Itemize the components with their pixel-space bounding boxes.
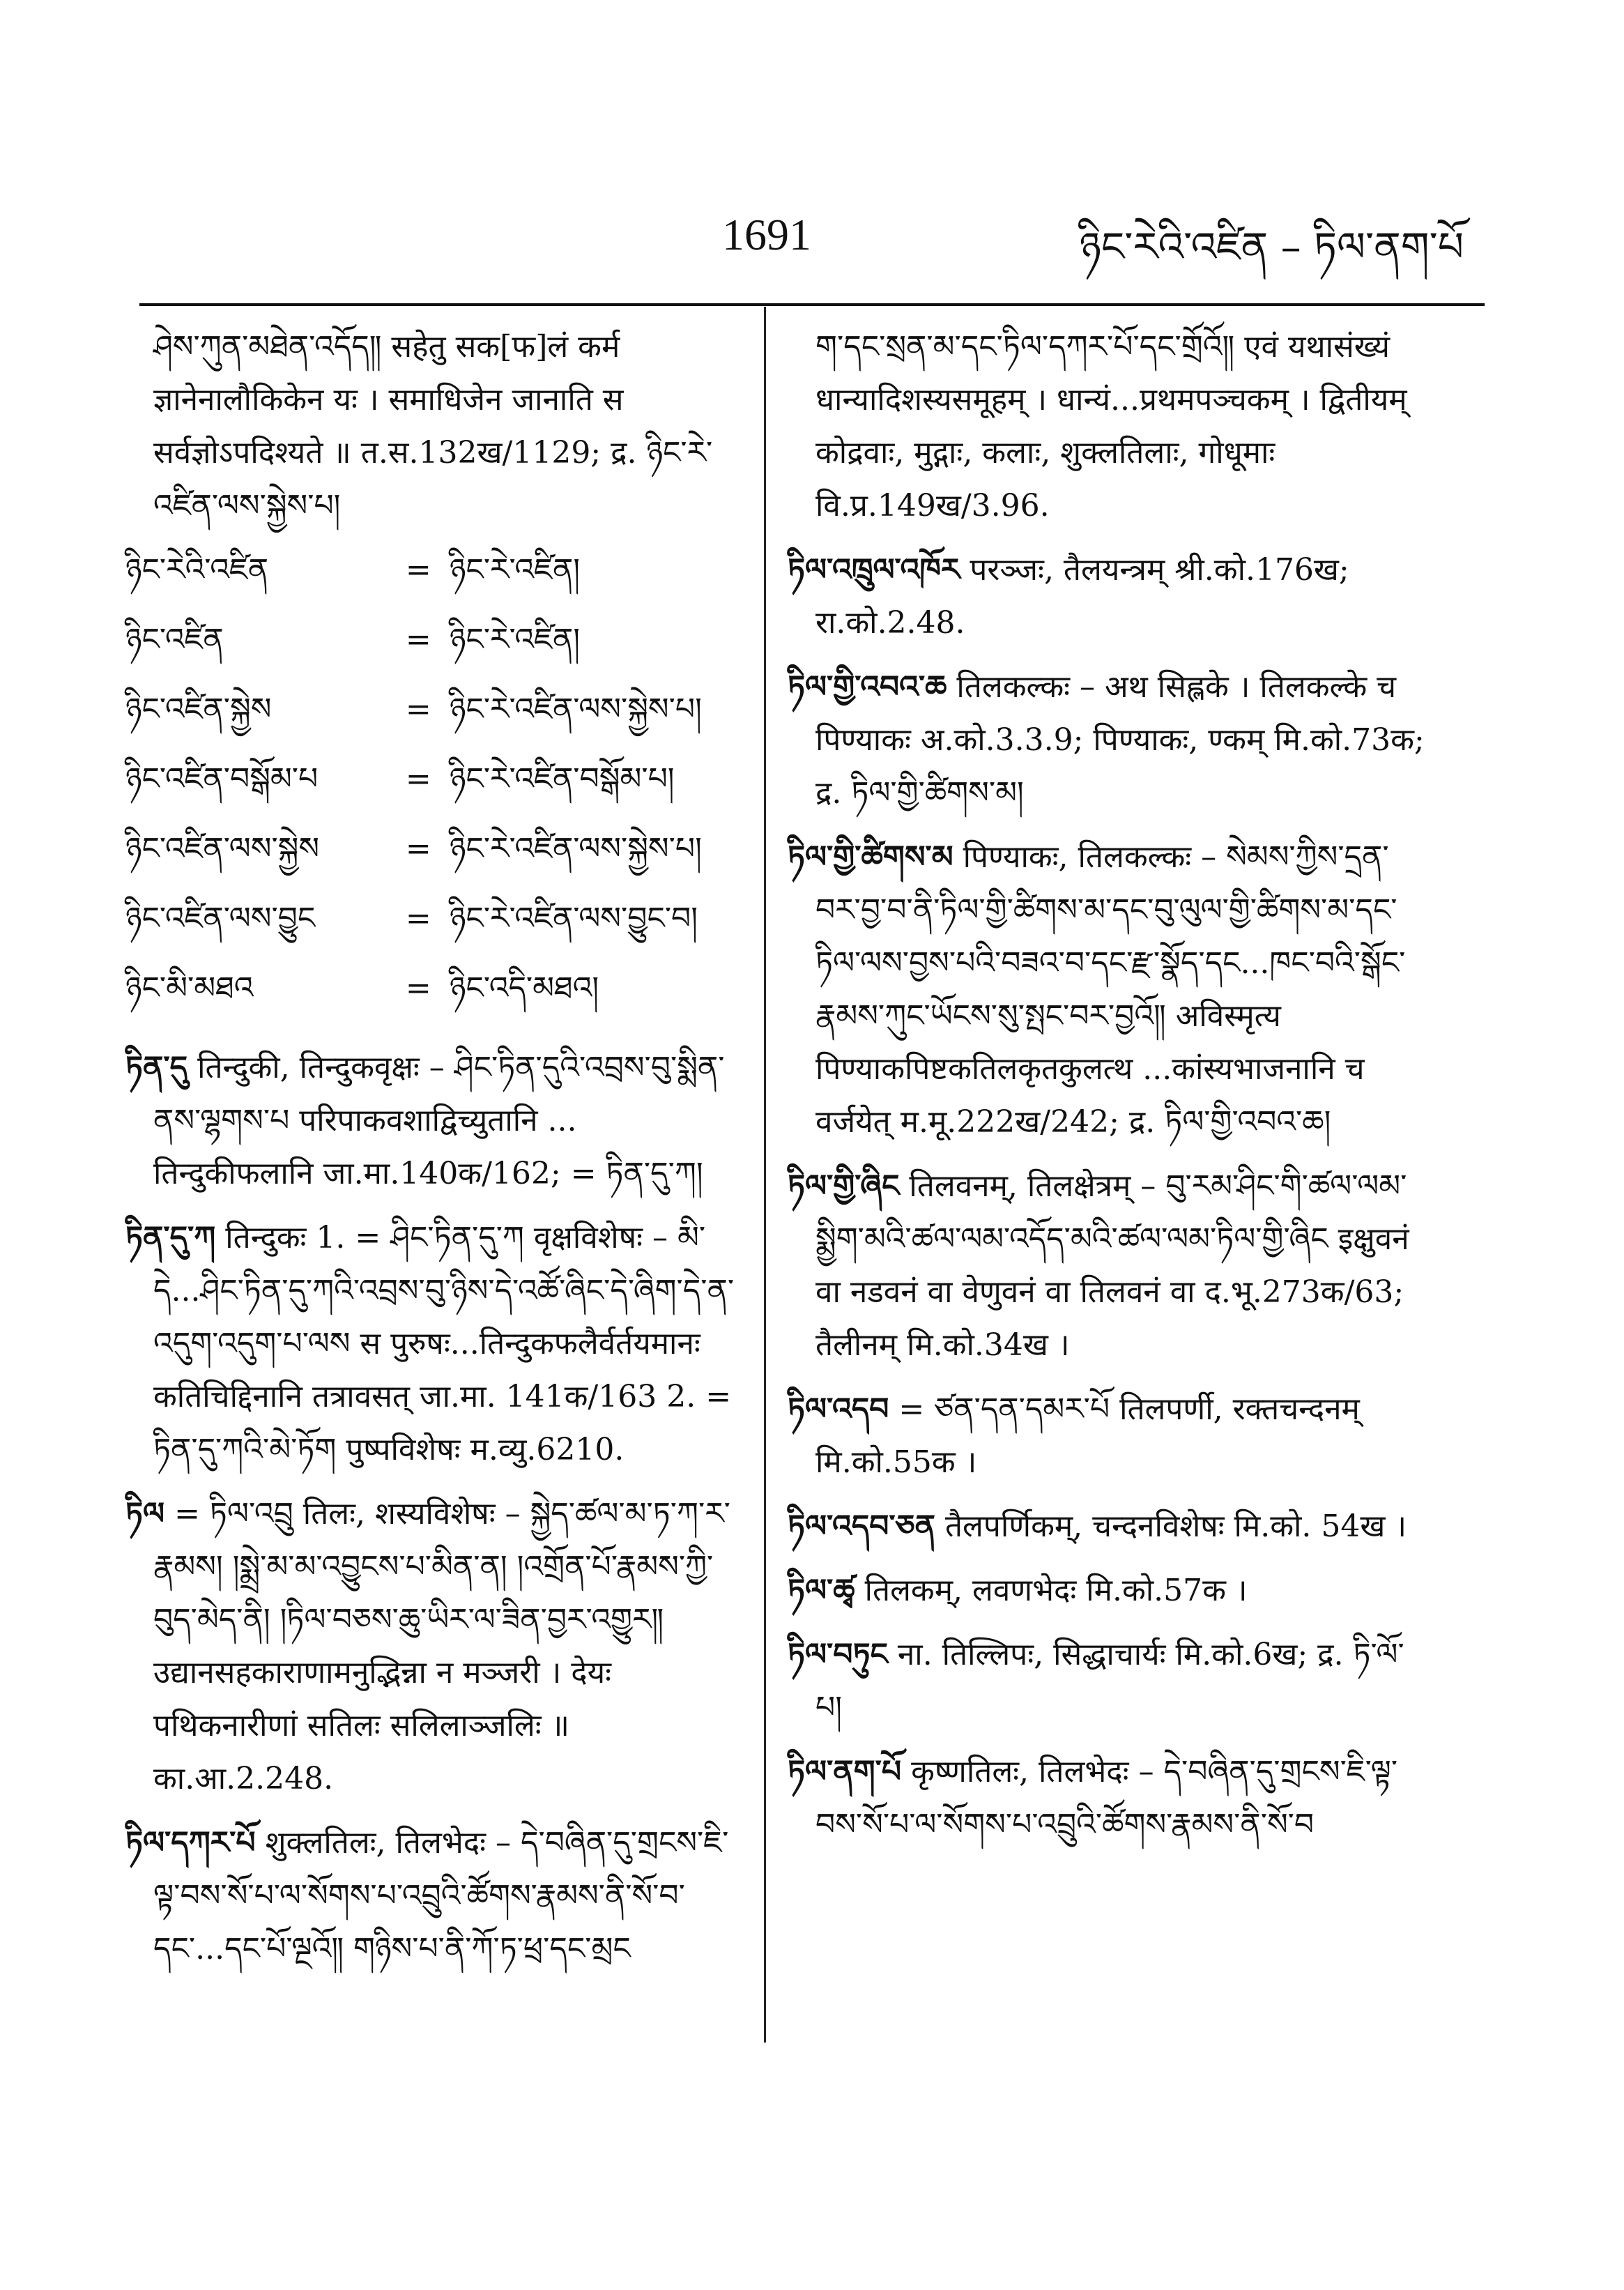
column-divider <box>764 307 766 2043</box>
entry-body: = ཏིལ་འབྲུ तिलः, शस्यविशेषः – སྐྱེད་ཚལ་མ་ཏ་ཀ་ར་རྣམས། །སྨྲེ་མ་མ་འབྱུངས་པ་མིན་ན། །འགྲོན་པོ་རྣམས་ཀྱི་བུད་མེད་ནི། །ཏིལ་བཅས་ཆུ་ཡིར་ལ་ཟིན་བྱར་འགྱུར༎ उद्यानसहकाराणामनुद्भिन्ना न मञ्जरी । देयः पथिकनारीणां सतिलः सलिलाञ्जलिः ॥ का.आ.2.248. <box>153 1496 730 1796</box>
header-rule <box>139 303 1485 306</box>
cross-reference-row <box>125 613 739 683</box>
entry-body: तिलकल्कः – अथ सिह्लके । तिलकल्के च पिण्याकः अ.को.3.3.9; पिण्याकः, ण्कम् मि.को.73क; द्र. ཏིལ་གྱི་ཚིགས་མ། <box>815 669 1425 811</box>
entry-body: ना. तिल्लिपः, सिद्धाचार्यः मि.को.6ख; द्र. ཏི་ལོ་པ། <box>815 1637 1404 1725</box>
entry-body: = ཙན་དན་དམར་པོ तिलपर्णी, रक्तचन्दनम् मि.को.55क । <box>815 1391 1360 1480</box>
equals-sign: = <box>405 692 431 727</box>
cross-reference-target: ཉིང་རེ་འཛིན་ལས་བྱུང་བ། <box>449 901 698 936</box>
continued-entry: ཤེས་ཀུན་མཐེན་འདོད༎ सहेतु सक[फ]लं कर्म ज्ञानेनालौकिकेन यः । समाधिजेन जानाति स सर्वज्ञोऽपदिश्यते ॥ त.स.132ख/1129; द्र. ཉིང་རེ་འཛིན་ལས་སྐྱེས་པ། <box>153 329 713 524</box>
equals-sign: = <box>405 901 431 936</box>
headword: ཏིལ་གྱི་ཞིང <box>788 1168 900 1204</box>
headword: ཏིལ་འཁྲུལ་འཁོར <box>788 552 960 588</box>
dictionary-entry <box>788 831 1429 1149</box>
cross-reference-target: ཉིང་རེ་འཛིན་ལས་སྐྱེས་པ། <box>449 831 702 867</box>
equals-sign: = <box>405 761 431 797</box>
headword: ཉིང་འཛིན་བསྒོམ་པ <box>125 761 319 797</box>
entry-body: परञ्जः, तैलयन्त्रम् श्री.को.176ख; रा.को.2.48. <box>815 552 1349 641</box>
entry-body: शुक्लतिलः, तिलभेदः – དེ་བཞིན་དུ་གྲངས་ཇི་ལྟ་བས་སོ་པ་ལ་སོགས་པ་འབྲུའི་ཚོགས་རྣམས་ནི་སོ་བ་དང་...དང་པོ་ལྔའོ༎ གཉིས་པ་ནི་ཀོ་ཏ་ཕྲ་དང་མྲང <box>153 1825 729 1967</box>
dictionary-entry <box>788 1564 1429 1617</box>
headword: ཉིང་འཛིན་ལས་བྱུང <box>125 901 316 936</box>
running-head: ཉིང་རེའི་འཛིན – ཏིལ་ནག་པོ <box>1079 223 1464 270</box>
cross-reference-row <box>125 962 739 1032</box>
headword: ཏིལ་ནག་པོ <box>788 1754 902 1789</box>
entry-body: पिण्याकः, तिलकल्कः – སེམས་ཀྱིས་དྲན་བར་བྱ་བ་ནི་ཏིལ་གྱི་ཚིགས་མ་དང་བུ་ལུལ་གྱི་ཚིགས་མ་དང་ཏིལ་ལས་བྱས་པའི་བཟའ་བ་དང་རྫ་སྣོད་དང...ཁང་བའི་སྒོང་རྣམས་ཀུང་ཡོངས་སུ་སྤང་བར་བྱའོ༎ अविस्मृत्य पिण्याकपिष्टकतिलकृतकुलत्थ ...कांस्यभाजनानि च वर्जयेत् म.मू.222ख/242; द्र. ཏིལ་གྱི་འབའ་ཆ། <box>815 839 1406 1140</box>
page-number: 1691 <box>722 210 811 259</box>
dictionary-entry <box>788 544 1429 650</box>
dictionary-entry <box>788 661 1429 820</box>
headword: ཏིན་དུ <box>125 1050 188 1085</box>
dictionary-entry <box>788 1628 1429 1734</box>
entry-body: तिलकम्, लवणभेदः मि.को.57क । <box>864 1573 1248 1608</box>
cross-reference-target: ཉིང་འདི་མཐའ། <box>449 970 599 1006</box>
entry-body: तिलवनम्, तिलक्षेत्रम् – བུ་རམ་ཤིང་གི་ཚལ་ལམ་སྨྱིག་མའི་ཚལ་ལམ་འདོད་མའི་ཚལ་ལམ་ཏིལ་གྱི་ཞིང इक्षुवनं वा नडवनं वा वेणुवनं वा तिलवनं वा द.भू.273क/63; तैलीनम् मि.को.34ख । <box>815 1168 1409 1363</box>
headword: ཏིལ་གྱི་འབའ་ཆ <box>788 669 947 705</box>
headword: ཉིང་འཛིན <box>125 622 224 657</box>
headword: ཏིལ་ཚྭ <box>788 1573 855 1608</box>
right-column <box>788 321 1429 1863</box>
headword: ཉིང་མི་མཐའ <box>125 970 254 1006</box>
equals-sign: = <box>405 622 431 657</box>
headword: ཉིང་འཛིན་སྐྱེས <box>125 692 272 727</box>
entry-body: तिन्दुकी, तिन्दुकवृक्षः – ཤིང་ཏིན་དུའི་འབྲས་བུ་སྨིན་ནས་ལྷགས་པ परिपाकवशाद्विच्युतानि ... तिन्दुकीफलानि जा.मा.140क/162; = ཏིན་དུ་ཀ། <box>153 1050 725 1191</box>
equals-sign: = <box>405 552 431 588</box>
headword: ཏིལ་གྱི་ཚིགས་མ <box>788 839 953 875</box>
entry-body: तैलपर्णिकम्, चन्दनविशेषः मि.को. 54ख । <box>944 1509 1407 1544</box>
cross-reference-row <box>125 823 739 892</box>
cross-reference-target: ཉིང་རེ་འཛིན། <box>449 622 581 657</box>
dictionary-entry <box>125 1817 739 1976</box>
entry-body: तिन्दुकः 1. = ཤིང་ཏིན་དུ་ཀ वृक्षविशेषः – མི་དེ...ཤིང་ཏིན་དུ་ཀའི་འབྲས་བུ་ཉིས་དེ་འཚོ་ཞིང་དེ་ཞིག་དེ་ན་འདུག་འདུག་པ་ལས स पुरुषः...तिन्दुकफलैर्वर्तयमानः कतिचिद्दिनानि तत्रावसत् जा.मा. 141क/163 2. = ཏིན་དུ་ཀའི་མེ་ཏོག पुष्पविशेषः म.व्यु.6210. <box>153 1220 735 1467</box>
headword: ཏིལ་དཀར་པོ <box>125 1825 256 1861</box>
equals-sign: = <box>405 831 431 867</box>
cross-reference-row <box>125 544 739 613</box>
entry-body: कृष्णतिलः, तिलभेदः – དེ་བཞིན་དུ་གྲངས་ཇི་ལྟ་བས་སོ་པ་ལ་སོགས་པ་འབྲུའི་ཚོགས་རྣམས་ནི་སོ་བ <box>815 1754 1398 1842</box>
dictionary-entry <box>788 1500 1429 1553</box>
cross-reference-table <box>125 544 739 1032</box>
dictionary-entry <box>788 1160 1429 1372</box>
dictionary-entry <box>125 1041 739 1200</box>
cross-reference-row <box>125 753 739 823</box>
cross-reference-row <box>125 892 739 962</box>
cross-reference-target: ཉིང་རེ་འཛིན་བསྒོམ་པ། <box>449 761 675 797</box>
cross-reference-row <box>125 683 739 753</box>
continued-entry: ག་དང་སྲན་མ་དང་ཏིལ་དཀར་པོ་དང་གྲོའོ༎ एवं यथासंख्यं धान्यादिशस्यसमूहम् । धान्यं...प्रथमपञ्चकम् । द्वितीयम् कोद्रवाः, मुद्गाः, कलाः, शुक्लतिलाः, गोधूमाः वि.प्र.149ख/3.96. <box>815 329 1407 524</box>
cross-reference-target: ཉིང་རེ་འཛིན། <box>449 552 581 588</box>
headword: ཏིལ་འདབ་ཅན <box>788 1509 935 1544</box>
dictionary-entry <box>788 1746 1429 1852</box>
dictionary-entry <box>788 1383 1429 1489</box>
cross-reference-target: ཉིང་རེ་འཛིན་ལས་སྐྱེས་པ། <box>449 692 702 727</box>
headword: ཏིན་དུ་ཀ <box>125 1220 216 1255</box>
dictionary-entry <box>125 1212 739 1476</box>
equals-sign: = <box>405 970 431 1006</box>
dictionary-entry <box>125 1488 739 1806</box>
headword: ཉིང་འཛིན་ལས་སྐྱེས <box>125 831 320 867</box>
headword: ཏིལ་བཏུང <box>788 1637 888 1672</box>
left-column <box>125 321 739 1987</box>
headword: ཏིལ་འདབ <box>788 1391 889 1427</box>
page-header <box>0 0 1624 321</box>
headword: ཏིལ <box>125 1496 165 1532</box>
headword: ཉིང་རེའི་འཛིན <box>125 552 269 588</box>
